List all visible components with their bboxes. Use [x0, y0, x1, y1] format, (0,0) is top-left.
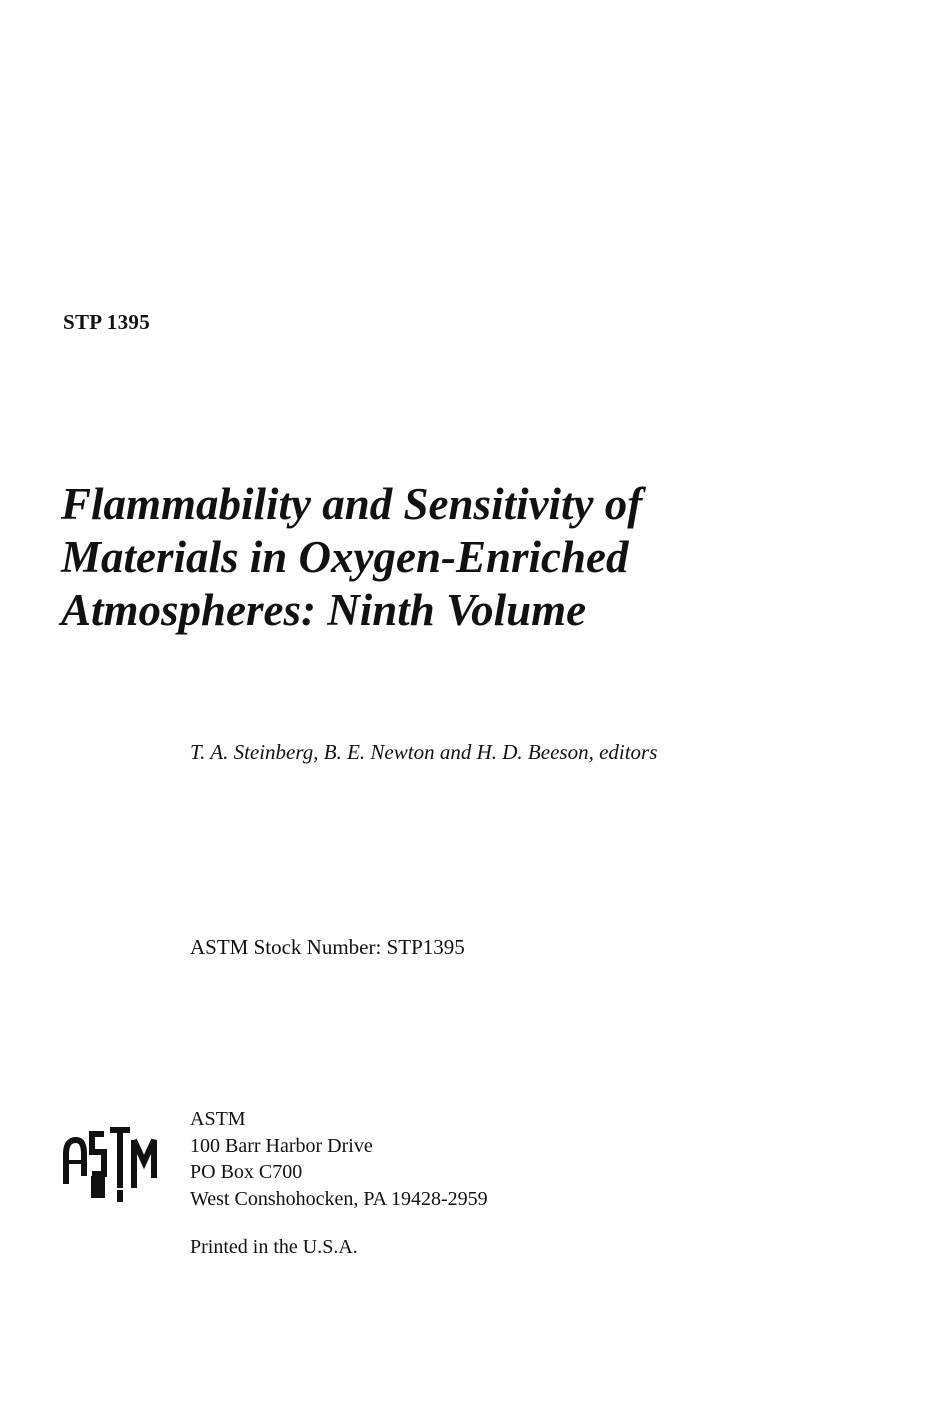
astm-logo: [60, 1126, 160, 1206]
book-title-line-1: Flammability and Sensitivity of: [61, 479, 643, 529]
publisher-name: ASTM: [190, 1108, 246, 1130]
address-line-1: 100 Barr Harbor Drive: [190, 1134, 373, 1157]
address-line-3: West Conshohocken, PA 19428-2959: [190, 1187, 488, 1210]
book-title-line-2: Materials in Oxygen-Enriched: [61, 532, 629, 582]
printed-in: Printed in the U.S.A.: [190, 1236, 358, 1258]
logo-letter-t: [110, 1130, 130, 1188]
logo-letter-s: [92, 1134, 104, 1174]
publisher-address: [190, 1106, 488, 1212]
book-title: [61, 478, 881, 637]
address-line-2: PO Box C700: [190, 1161, 303, 1183]
series-number: STP 1395: [63, 310, 151, 334]
logo-letter-m: [134, 1140, 154, 1188]
stock-number: ASTM Stock Number: STP1395: [190, 935, 465, 959]
book-title-line-3: Atmospheres: Ninth Volume: [61, 585, 587, 635]
editors: T. A. Steinberg, B. E. Newton and H. D. Beeson, editors: [190, 740, 658, 764]
